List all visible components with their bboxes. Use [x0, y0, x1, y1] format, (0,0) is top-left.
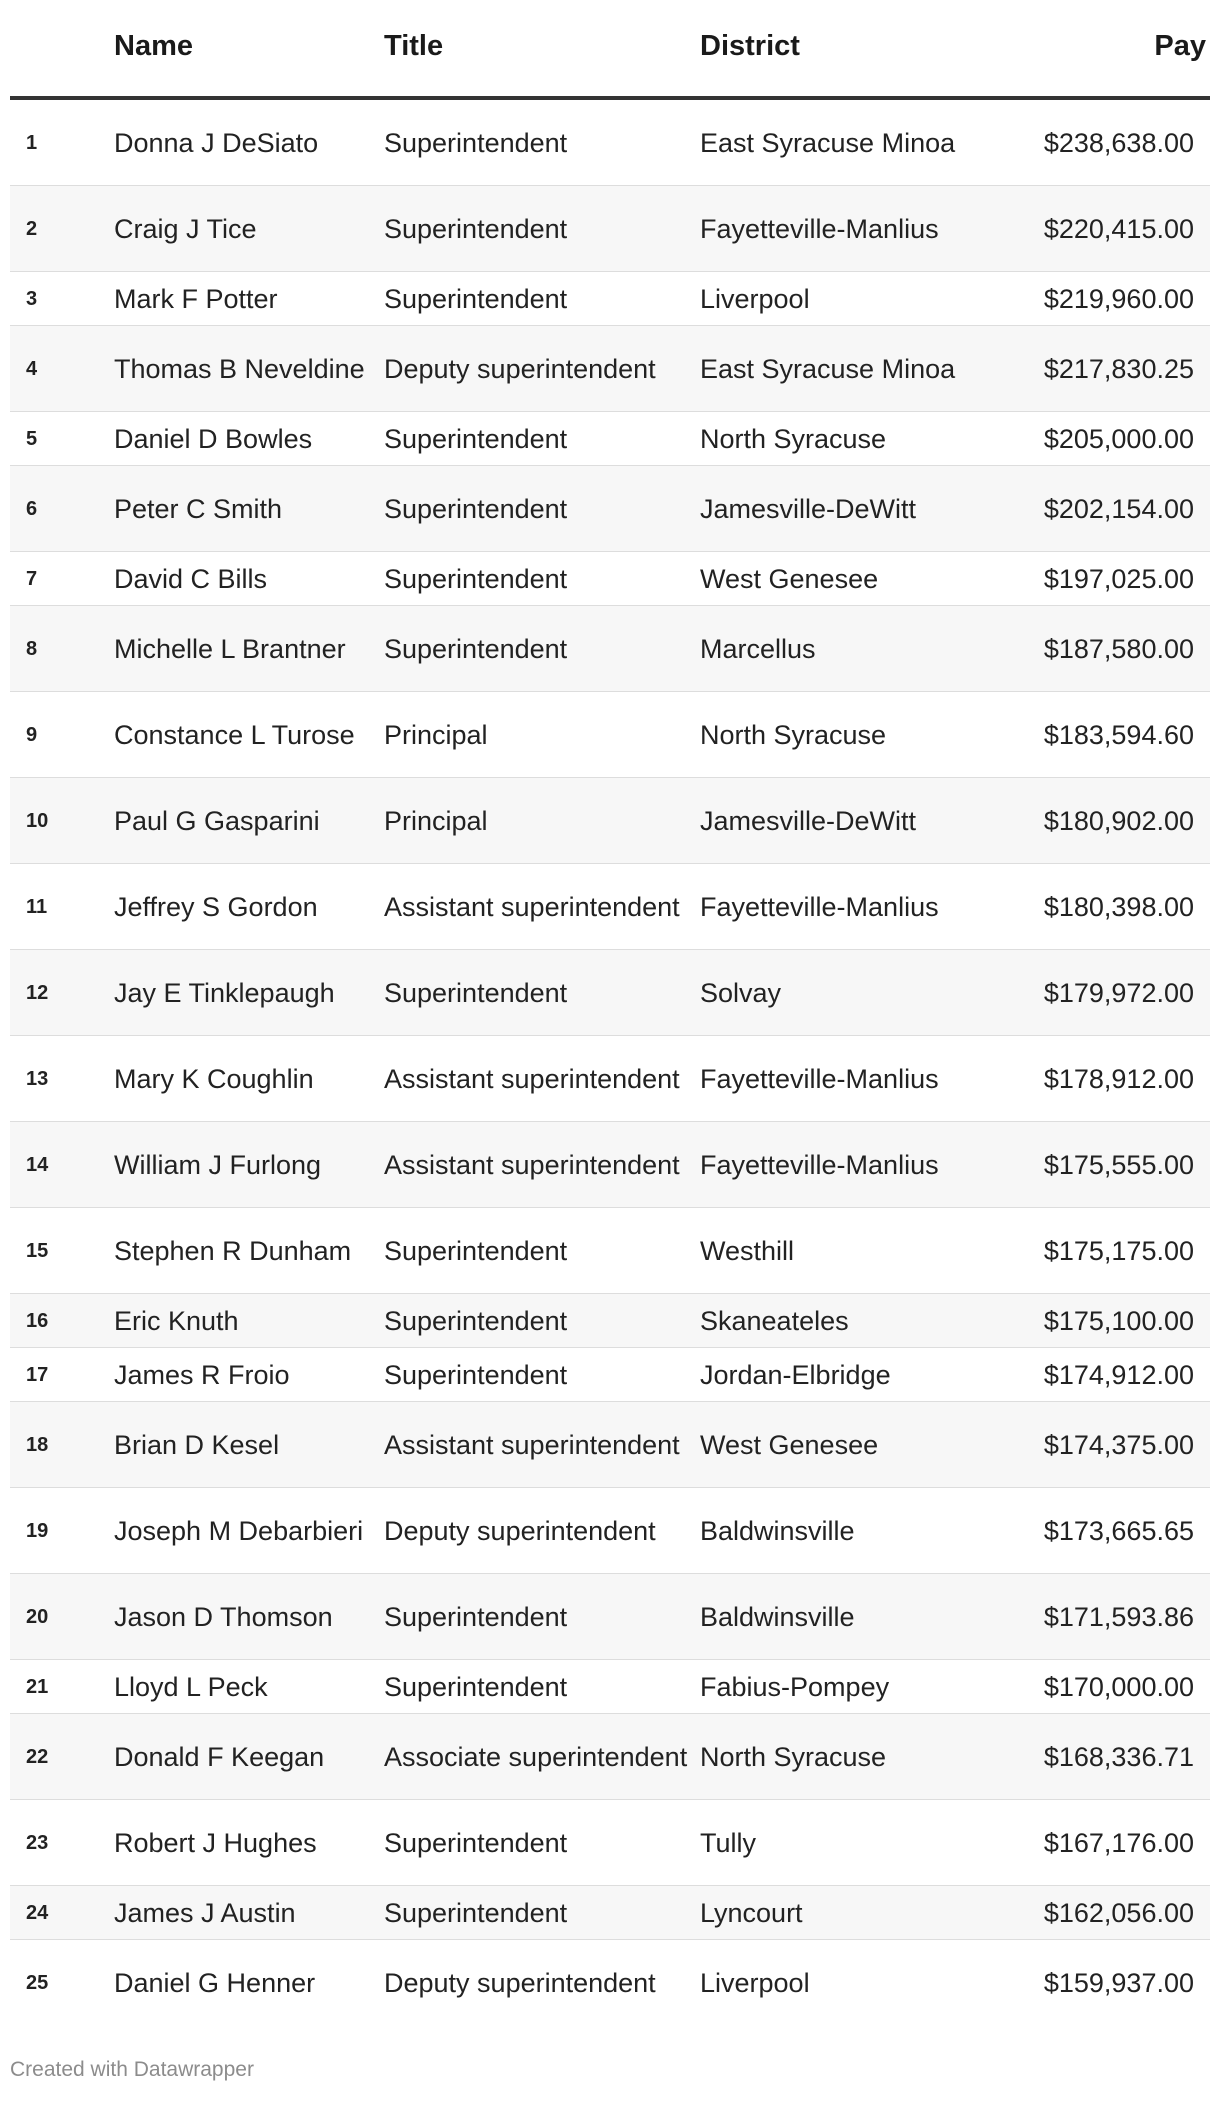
table-row: [10, 950, 1210, 1036]
header-district: District: [700, 30, 960, 98]
table-header: [10, 30, 1210, 98]
district-cell: Marcellus: [700, 633, 816, 664]
name-cell: Donna J DeSiato: [114, 127, 319, 158]
title-cell: Superintendent: [384, 1601, 568, 1632]
title-cell: Associate superintendent: [384, 1741, 688, 1772]
pay-cell: $174,912.00: [1043, 1359, 1194, 1390]
pay-cell: $202,154.00: [1043, 493, 1194, 524]
table-row: [10, 1402, 1210, 1488]
title-cell: Deputy superintendent: [384, 1967, 656, 1998]
title-cell: Assistant superintendent: [384, 891, 680, 922]
pay-cell: $175,555.00: [1043, 1149, 1194, 1180]
title-cell: Superintendent: [384, 283, 568, 314]
district-cell: East Syracuse Minoa: [700, 353, 956, 384]
district-cell: Jordan-Elbridge: [700, 1359, 891, 1390]
pay-cell: $238,638.00: [1043, 127, 1194, 158]
rank-cell: 10: [26, 809, 49, 832]
name-cell: Eric Knuth: [114, 1305, 239, 1336]
name-cell: Lloyd L Peck: [114, 1671, 268, 1702]
table-row: [10, 1940, 1210, 2026]
rank-cell: 19: [26, 1519, 49, 1542]
pay-cell: $175,100.00: [1043, 1305, 1194, 1336]
header-row: [10, 30, 1210, 98]
title-cell: Superintendent: [384, 127, 568, 158]
district-cell: West Genesee: [700, 563, 879, 594]
name-cell: Mark F Potter: [114, 283, 278, 314]
header-pay: Pay: [960, 30, 1210, 98]
table-row: [10, 1714, 1210, 1800]
header-name: Name: [114, 30, 384, 98]
table-row: [10, 98, 1210, 186]
rank-cell: 15: [26, 1239, 49, 1262]
pay-cell: $220,415.00: [1043, 213, 1194, 244]
name-cell: Paul G Gasparini: [114, 805, 320, 836]
rank-cell: 21: [26, 1675, 49, 1698]
pay-cell: $187,580.00: [1043, 633, 1194, 664]
table-row: [10, 1660, 1210, 1714]
table-row: [10, 1294, 1210, 1348]
rank-cell: 20: [26, 1605, 49, 1628]
rank-cell: 18: [26, 1433, 49, 1456]
salary-table: [10, 30, 1210, 2025]
district-cell: Fayetteville-Manlius: [700, 1149, 939, 1180]
district-cell: Jamesville-DeWitt: [700, 493, 917, 524]
pay-cell: $178,912.00: [1043, 1063, 1194, 1094]
name-cell: Constance L Turose: [114, 719, 355, 750]
pay-cell: $180,398.00: [1043, 891, 1194, 922]
table-row: [10, 1348, 1210, 1402]
name-cell: Peter C Smith: [114, 493, 283, 524]
name-cell: Daniel G Henner: [114, 1967, 316, 1998]
district-cell: Baldwinsville: [700, 1601, 855, 1632]
table-body: [10, 98, 1210, 2025]
title-cell: Superintendent: [384, 493, 568, 524]
name-cell: James R Froio: [114, 1359, 290, 1390]
rank-cell: 25: [26, 1971, 49, 1994]
district-cell: Tully: [700, 1827, 757, 1858]
rank-cell: 13: [26, 1067, 49, 1090]
rank-cell: 16: [26, 1309, 49, 1332]
rank-cell: 7: [26, 567, 38, 590]
title-cell: Superintendent: [384, 977, 568, 1008]
rank-cell: 1: [26, 131, 38, 154]
district-cell: Skaneateles: [700, 1305, 849, 1336]
title-cell: Superintendent: [384, 633, 568, 664]
pay-cell: $167,176.00: [1043, 1827, 1194, 1858]
rank-cell: 22: [26, 1745, 49, 1768]
pay-cell: $159,937.00: [1043, 1967, 1194, 1998]
district-cell: Westhill: [700, 1235, 795, 1266]
name-cell: Jay E Tinklepaugh: [114, 977, 335, 1008]
title-cell: Superintendent: [384, 1235, 568, 1266]
rank-cell: 6: [26, 497, 38, 520]
title-cell: Deputy superintendent: [384, 353, 656, 384]
title-cell: Superintendent: [384, 1305, 568, 1336]
district-cell: Jamesville-DeWitt: [700, 805, 917, 836]
table-row: [10, 552, 1210, 606]
table-row: [10, 326, 1210, 412]
district-cell: Liverpool: [700, 283, 810, 314]
name-cell: Jason D Thomson: [114, 1601, 333, 1632]
district-cell: Lyncourt: [700, 1897, 803, 1928]
title-cell: Principal: [384, 719, 488, 750]
title-cell: Superintendent: [384, 563, 568, 594]
title-cell: Assistant superintendent: [384, 1149, 680, 1180]
title-cell: Superintendent: [384, 1827, 568, 1858]
name-cell: Robert J Hughes: [114, 1827, 317, 1858]
datawrapper-credit: Created with Datawrapper: [10, 2058, 254, 2081]
district-cell: North Syracuse: [700, 719, 887, 750]
pay-cell: $197,025.00: [1043, 563, 1194, 594]
district-cell: Baldwinsville: [700, 1515, 855, 1546]
table-row: [10, 1122, 1210, 1208]
rank-cell: 4: [26, 357, 38, 380]
district-cell: Liverpool: [700, 1967, 810, 1998]
table-row: [10, 1886, 1210, 1940]
pay-cell: $217,830.25: [1043, 353, 1194, 384]
pay-cell: $175,175.00: [1043, 1235, 1194, 1266]
name-cell: James J Austin: [114, 1897, 296, 1928]
rank-cell: 3: [26, 287, 38, 310]
pay-cell: $219,960.00: [1043, 283, 1194, 314]
salary-table-container: [10, 30, 1210, 2025]
name-cell: Joseph M Debarbieri: [114, 1515, 364, 1546]
district-cell: East Syracuse Minoa: [700, 127, 956, 158]
table-row: [10, 692, 1210, 778]
rank-cell: 17: [26, 1363, 49, 1386]
rank-cell: 11: [26, 895, 48, 918]
pay-cell: $183,594.60: [1043, 719, 1194, 750]
title-cell: Assistant superintendent: [384, 1429, 680, 1460]
title-cell: Superintendent: [384, 423, 568, 454]
district-cell: North Syracuse: [700, 1741, 887, 1772]
pay-cell: $168,336.71: [1043, 1741, 1194, 1772]
pay-cell: $171,593.86: [1043, 1601, 1194, 1632]
table-row: [10, 186, 1210, 272]
rank-cell: 9: [26, 723, 38, 746]
table-row: [10, 1800, 1210, 1886]
rank-cell: 12: [26, 981, 49, 1004]
pay-cell: $173,665.65: [1043, 1515, 1194, 1546]
table-row: [10, 606, 1210, 692]
table-row: [10, 1488, 1210, 1574]
name-cell: Brian D Kesel: [114, 1429, 280, 1460]
table-row: [10, 778, 1210, 864]
pay-cell: $205,000.00: [1043, 423, 1194, 454]
pay-cell: $170,000.00: [1043, 1671, 1194, 1702]
name-cell: Michelle L Brantner: [114, 633, 346, 664]
rank-cell: 8: [26, 637, 38, 660]
title-cell: Deputy superintendent: [384, 1515, 656, 1546]
district-cell: West Genesee: [700, 1429, 879, 1460]
table-row: [10, 412, 1210, 466]
title-cell: Superintendent: [384, 213, 568, 244]
title-cell: Principal: [384, 805, 488, 836]
name-cell: Jeffrey S Gordon: [114, 891, 318, 922]
district-cell: Fabius-Pompey: [700, 1671, 890, 1702]
district-cell: Fayetteville-Manlius: [700, 213, 939, 244]
name-cell: David C Bills: [114, 563, 268, 594]
district-cell: Fayetteville-Manlius: [700, 891, 939, 922]
rank-cell: 14: [26, 1153, 49, 1176]
table-row: [10, 1574, 1210, 1660]
title-cell: Superintendent: [384, 1897, 568, 1928]
table-row: [10, 864, 1210, 950]
pay-cell: $162,056.00: [1043, 1897, 1194, 1928]
title-cell: Superintendent: [384, 1359, 568, 1390]
name-cell: Craig J Tice: [114, 213, 257, 244]
rank-cell: 5: [26, 427, 38, 450]
district-cell: Fayetteville-Manlius: [700, 1063, 939, 1094]
name-cell: Mary K Coughlin: [114, 1063, 314, 1094]
rank-cell: 2: [26, 217, 38, 240]
title-cell: Superintendent: [384, 1671, 568, 1702]
table-row: [10, 1036, 1210, 1122]
header-rank: [10, 30, 114, 98]
name-cell: William J Furlong: [114, 1149, 322, 1180]
district-cell: Solvay: [700, 977, 782, 1008]
name-cell: Donald F Keegan: [114, 1741, 325, 1772]
pay-cell: $180,902.00: [1043, 805, 1194, 836]
name-cell: Thomas B Neveldine: [114, 353, 365, 384]
header-title: Title: [384, 30, 700, 98]
rank-cell: 24: [26, 1901, 49, 1924]
name-cell: Stephen R Dunham: [114, 1235, 352, 1266]
title-cell: Assistant superintendent: [384, 1063, 680, 1094]
table-row: [10, 1208, 1210, 1294]
table-row: [10, 466, 1210, 552]
rank-cell: 23: [26, 1831, 49, 1854]
pay-cell: $174,375.00: [1043, 1429, 1194, 1460]
name-cell: Daniel D Bowles: [114, 423, 313, 454]
pay-cell: $179,972.00: [1043, 977, 1194, 1008]
table-row: [10, 272, 1210, 326]
district-cell: North Syracuse: [700, 423, 887, 454]
